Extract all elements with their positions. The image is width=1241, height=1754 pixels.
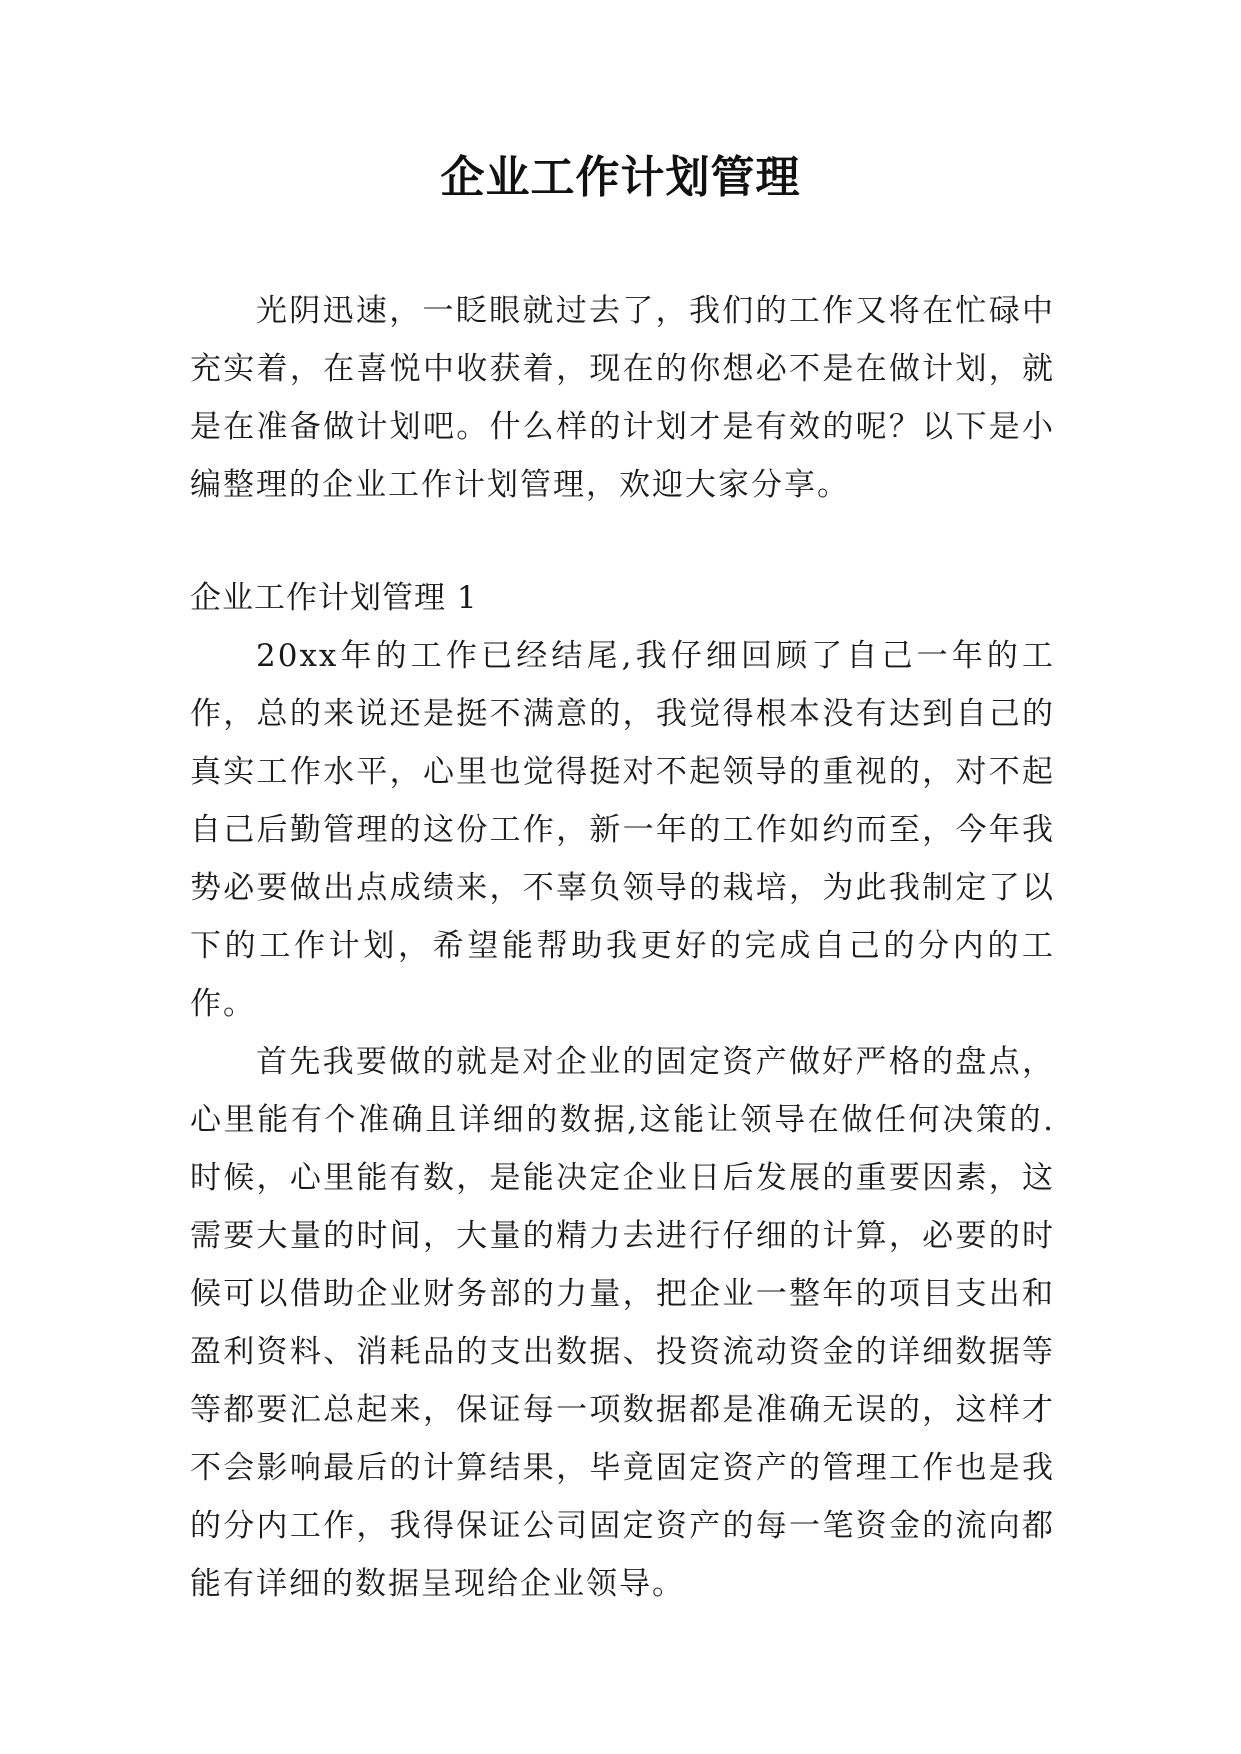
section-heading: 企业工作计划管理 1 — [190, 580, 478, 616]
body-paragraph-2: 首先我要做的就是对企业的固定资产做好严格的盘点，心里能有个准确且详细的数据,这能让领导在做任何决策的.时候，心里能有数，是能决定企业日后发展的重要因素，这需要大量的时间，大量的精力去进行仔细的计算，必要的时候可以借助企业财务部的力量，把企业一整年的项目支出和盈利资料、消耗品的支出数据、投资流动资金的详细数据等等都要汇总起来，保证每一项数据都是准确无误的，这样才不会影响最后的计算结果，毕竟固定资产的管理工作也是我的分内工作，我得保证公司固定资产的每一笔资金的流向都能有详细的数据呈现给企业领导。 — [190, 1044, 1055, 1602]
document-title: 企业工作计划管理 — [440, 152, 801, 203]
document-body — [190, 282, 1055, 1613]
body-paragraph-1: 20xx年的工作已经结尾,我仔细回顾了自己一年的工作，总的来说还是挺不满意的，我觉得根本没有达到自己的真实工作水平，心里也觉得挺对不起领导的重视的，对不起自己后勤管理的这份工作，新一年的工作如约而至，今年我势必要做出点成绩来，不辜负领导的栽培，为此我制定了以下的工作计划，希望能帮助我更好的完成自己的分内的工作。 — [190, 638, 1055, 1022]
intro-paragraph: 光阴迅速，一眨眼就过去了，我们的工作又将在忙碌中充实着，在喜悦中收获着，现在的你想必不是在做计划，就是在准备做计划吧。什么样的计划才是有效的呢？以下是小编整理的企业工作计划管理，欢迎大家分享。 — [190, 293, 1055, 503]
